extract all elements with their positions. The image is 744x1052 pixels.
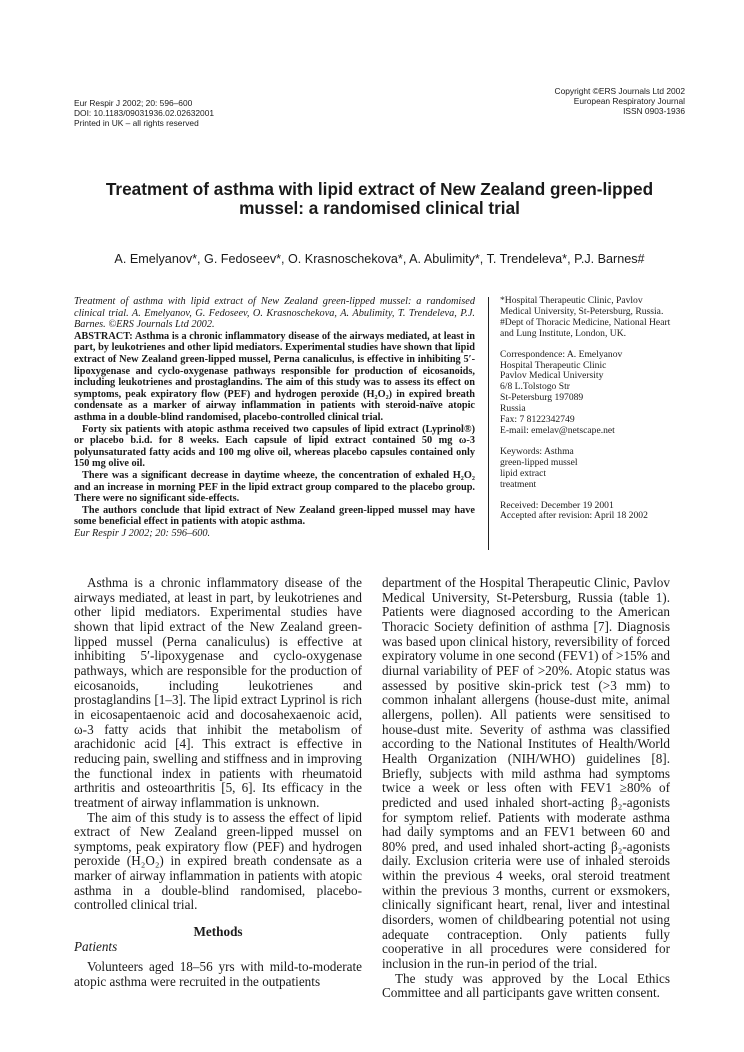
body-column-right bbox=[382, 576, 670, 1001]
journal-citation-line: Eur Respir J 2002; 20: 596–600 bbox=[74, 98, 193, 108]
dates-block: Received: December 19 2001 Accepted after revision: April 18 2002 bbox=[500, 499, 648, 522]
column-divider bbox=[488, 297, 489, 550]
body-paragraph: Volunteers aged 18–56 yrs with mild-to-moderate atopic asthma were recruited in the outpatients bbox=[74, 959, 362, 990]
article-title: Treatment of asthma with lipid extract of New Zealand green-lipped mussel: a randomised clinical trial bbox=[105, 179, 654, 218]
subsection-heading-patients: Patients bbox=[74, 938, 118, 954]
abstract-citation: Treatment of asthma with lipid extract of New Zealand green-lipped mussel: a randomised clinical trial. A. Emelyanov, G. Fedoseev, O. Krasnoschekova, A. Abulimity, T. Trendeleva, P.J. Barnes. ©ERS Journals Ltd 2002. bbox=[74, 296, 475, 331]
journal-citation-block bbox=[74, 98, 214, 128]
issn-line: ISSN 0903-1936 bbox=[623, 106, 685, 116]
print-notice-line: Printed in UK – all rights reserved bbox=[74, 118, 199, 128]
body-paragraph: Asthma is a chronic inflammatory disease of the airways mediated, at least in part, by leukotrienes and other lipid mediators. Experimental studies have shown that lipid extract of the New Zealand green-lipped mussel (Perna canaliculus) is effective at inhibiting 5′-lipoxygenase and cyclo-oxygenase pathways, which are responsible for the production of eicosanoids, including leukotrienes and prostaglandins [1–3]. The lipid extract Lyprinol is rich in eicosapentaenoic acid and docosahexaenoic acid, ω-3 fatty acids that inhibit the metabolism of arachidonic acid [4]. This extract is effective in reducing pain, swelling and stiffness and in improving the functional index in patients with rheumatoid arthritis and osteoarthritis [5, 6]. Its efficacy in the treatment of airway inflammation is unknown. bbox=[74, 575, 362, 810]
body-paragraph: department of the Hospital Therapeutic Clinic, Pavlov Medical University, St-Petersburg, Russia (table 1). Patients were diagnosed according to the American Thoracic Society definition of asthma [7]. Diagnosis was based upon clinical history, reversibility of forced expiratory volume in one second (FEV1) of >15% and diurnal variability of PEF of >20%. Atopic status was assessed by positive skin-prick test (>3 mm) to common inhalant allergens (house-dust mite, animal allergens, pollen). All patients were sensitised to house-dust mite. Severity of asthma was classified according to the National Institutes of Health/World Health Organization (NIH/WHO) guidelines [8]. Briefly, subjects with mild asthma had symptoms twice a week or less often with FEV1 ≥80% of predicted and used inhaled short-acting β₂-agonists for symptom relief. Patients with moderate asthma had daily symptoms and an FEV1 between 60 and 80% pred, and used inhaled short-acting β₂-agonists daily. Exclusion criteria were use of inhaled steroids within the previous 4 weeks, oral steroid treatment within the previous 3 months, current or exsmokers, clinically significant heart, renal, liver and intestinal disorders, women of childbearing potential not using adequate contraception. Only patients fully cooperative in all procedures were considered for inclusion in the run-in period of the trial. bbox=[382, 575, 670, 972]
email-address: E-mail: emelav@netscape.net bbox=[500, 424, 615, 436]
article-sidebar bbox=[500, 296, 676, 532]
journal-name-line: European Respiratory Journal bbox=[573, 96, 685, 106]
abstract-footer-citation: Eur Respir J 2002; 20: 596–600. bbox=[74, 527, 211, 539]
doi-line: DOI: 10.1183/09031936.02.02632001 bbox=[74, 108, 215, 118]
abstract-paragraph: ABSTRACT: Asthma is a chronic inflammatory disease of the airways mediated, at least in part, by leukotrienes and other lipid mediators. Experimental studies have shown that lipid extract of New Zealand green-lipped mussel, Perna canaliculus, is effective in inhibiting 5′-lipoxygenase and cyclo-oxygenase pathways responsible for production of eicosanoids, including leukotrienes and prostaglandins. The aim of this study was to assess its effect on symptoms, peak expiratory flow (PEF) and hydrogen peroxide (H₂O₂) in expired breath condensate as a marker of airway inflammation in patients with steroid-naïve atopic asthma in a double-blind randomised, placebo-controlled clinical trial. bbox=[74, 330, 475, 423]
copyright-block bbox=[555, 86, 685, 116]
correspondence-block: Correspondence: A. Emelyanov Hospital Therapeutic Clinic Pavlov Medical University 6/8 L.Tolstogo Str St-Petersburg 197089 Russia Fax: 7 8122342749 E-mail: emelav@netscape.net bbox=[500, 350, 676, 437]
author-list: A. Emelyanov*, G. Fedoseev*, O. Krasnoschekova*, A. Abulimity*, T. Trendeleva*, P.J. Barnes# bbox=[114, 252, 645, 266]
body-paragraph: The study was approved by the Local Ethics Committee and all participants gave written consent. bbox=[382, 970, 670, 1001]
keywords-block: Keywords: Asthma green-lipped mussel lipid extract treatment bbox=[500, 445, 578, 490]
affiliations: *Hospital Therapeutic Clinic, Pavlov Medical University, St-Petersburg, Russia. #Dept of Thoracic Medicine, National Heart and Lung Institute, London, UK. bbox=[500, 295, 671, 339]
body-column-left bbox=[74, 576, 362, 990]
body-paragraph: The aim of this study is to assess the effect of lipid extract of New Zealand green-lipped mussel on symptoms, peak expiratory flow (PEF) and hydrogen peroxide (H₂O₂) in expired breath condensate as a marker of airway inflammation in patients with atopic asthma in a double-blind randomised, placebo-controlled clinical trial. bbox=[74, 809, 362, 913]
copyright-line: Copyright ©ERS Journals Ltd 2002 bbox=[554, 86, 685, 96]
section-heading-methods: Methods bbox=[193, 924, 243, 940]
abstract-paragraph: There was a significant decrease in daytime wheeze, the concentration of exhaled H₂O₂ and an increase in morning PEF in the lipid extract group compared to the placebo group. There were no significant side-effects. bbox=[74, 469, 475, 505]
abstract-paragraph: Forty six patients with atopic asthma received two capsules of lipid extract (Lyprinol®) or placebo b.i.d. for 8 weeks. Each capsule of lipid extract contained 50 mg ω-3 polyunsaturated fatty acids and 100 mg olive oil, whereas placebo capsules contained only 150 mg olive oil. bbox=[74, 423, 475, 470]
abstract-paragraph: The authors conclude that lipid extract of New Zealand green-lipped mussel may have some beneficial effect in patients with atopic asthma. bbox=[74, 504, 475, 528]
abstract-block bbox=[74, 296, 475, 539]
